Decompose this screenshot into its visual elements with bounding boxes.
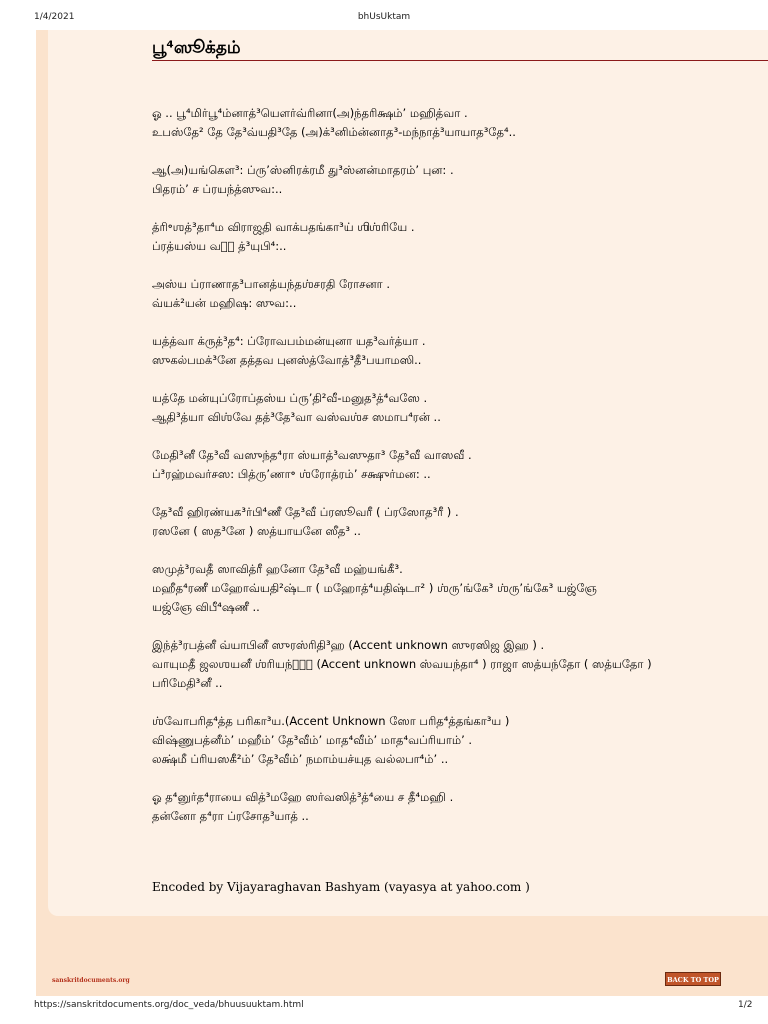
verse-line: தே³வீ ஹிரண்யக³ர்பி⁴ணீ தே³வீ ப்ரஸூவரீ ( ப்ரஸோத³ரீ ) . bbox=[152, 505, 459, 519]
verse-line: லக்ஷ்மீ ப்ரியஸகீ²ம்’ தே³வீம்’ நமாம்யச்யுத வல்லபா⁴ம்’ .. bbox=[152, 752, 449, 766]
back-to-top-button[interactable]: BACK TO TOP bbox=[665, 972, 721, 986]
verse-12 bbox=[152, 788, 768, 826]
verse-line: யத்த்வா க்ருத்³த⁴꞉ ப்ரோவபம்மன்யுனா யத³வர்த்யா . bbox=[152, 334, 426, 348]
verse-line: ரஸனே ( ஸத³னே ) ஸத்யாயனே ஸீத³ .. bbox=[152, 524, 361, 538]
verse-line: ஆ(அ)யங்கௌ³: ப்ரு’ஸ்னிரக்ரமீ து³ஸ்னன்மாதரம்’ புன꞉ . bbox=[152, 163, 454, 177]
verse-line: ஶ்வோபரித⁴த்த பரிகா³ய.(Accent Unknown ஸோ பரித⁴த்தங்கா³ய ) bbox=[152, 714, 510, 728]
verse-8 bbox=[152, 503, 768, 541]
verse-line: ஸுகல்பமக்³னே தத்தவ புனஸ்த்வோத்³தீ³பயாமஸி.. bbox=[152, 353, 422, 367]
page-number: 1/2 bbox=[738, 1000, 753, 1010]
site-link[interactable]: sanskritdocuments.org bbox=[52, 977, 130, 984]
verse-line: யத்தே மன்யுப்ரோப்தஸ்ய ப்ரு’தி²வீ-மனுத³த்⁴வஸே . bbox=[152, 391, 428, 405]
verse-line: மேதி³னீ தே³வீ வஸுந்த⁴ரா ஸ்யாத்³வஸுதா³ தே³வீ வாஸவீ . bbox=[152, 448, 472, 462]
verse-line: பரிமேதி³னீ .. bbox=[152, 676, 223, 690]
verse-3 bbox=[152, 218, 768, 256]
title-divider bbox=[152, 60, 768, 61]
verse-line: யஜ்ஞே விபீ⁴ஷணீ .. bbox=[152, 600, 260, 614]
verse-line: விஷ்ணுபத்னீம்’ மஹீம்’ தே³வீம்’ மாத⁴வீம்’ மாத⁴வப்ரியாம்’ . bbox=[152, 733, 473, 747]
verse-line: ஆதி³த்யா விஶ்வே தத்³தே³வா வஸ்வஶ்ச ஸமாப⁴ரன் .. bbox=[152, 410, 441, 424]
print-date: 1/4/2021 bbox=[34, 12, 75, 22]
verse-line: அஸ்ய ப்ராணாத³பானத்யந்தஶ்சரதி ரோசனா . bbox=[152, 277, 390, 291]
verse-line: ஓ .. பூ⁴மிர்பூ⁴ம்னாத்³யௌர்வ்ரினா(அ)ந்தரிக்ஷம்’ மஹித்வா . bbox=[152, 106, 468, 120]
verse-5 bbox=[152, 332, 768, 370]
verse-line: உபஸ்தே² தே தே³வ்யதி³தே (அ)க்³னிம்ன்னாத³-மந்நாத்³யாயாத³தே⁴.. bbox=[152, 125, 516, 139]
verse-line: ஸமுத்³ரவதீ ஸாவித்ரீ ஹனோ தே³வீ மஹ்யங்கீ³. bbox=[152, 562, 403, 576]
verse-10 bbox=[152, 636, 768, 693]
verse-2 bbox=[152, 161, 768, 199]
encoder-credit: Encoded by Vijayaraghavan Bashyam (vayasya at yahoo.com ) bbox=[152, 880, 530, 894]
print-footer bbox=[0, 997, 768, 1024]
verse-11 bbox=[152, 712, 768, 769]
verse-line: மஹீத⁴ரணீ மஹோவ்யதி²ஷ்டா ( மஹோத்⁴யதிஷ்டா² ) ஶ்ரு’ங்கே³ ஶ்ரு’ங்கே³ யஜ்ஞே bbox=[152, 581, 597, 595]
verse-6 bbox=[152, 389, 768, 427]
verse-line: பிதரம்’ ச ப்ரயந்த்ஸுவ꞉.. bbox=[152, 182, 283, 196]
verse-1 bbox=[152, 104, 768, 142]
verse-line: த்ரி॰ஶத்³தா⁴ம விராஜதி வாக்பதங்கா³ய் ஶிஶ்ரியே . bbox=[152, 220, 415, 234]
print-url: https://sanskritdocuments.org/doc_veda/bhuusuuktam.html bbox=[34, 1000, 304, 1010]
verse-line: வ்யக்²யன் மஹிஷ꞉ ஸுவ꞉.. bbox=[152, 296, 297, 310]
verse-4 bbox=[152, 275, 768, 313]
print-header bbox=[0, 0, 768, 30]
verse-line: வாயுமதீ ஜலஶயனீ ஶ்ரியந்தா॒ (Accent unknown ஸ்வயந்தா⁴ ) ராஜா ஸத்யந்தோ ( ஸத்யதோ ) bbox=[152, 657, 652, 671]
verse-line: இந்த்³ரபத்னீ வ்யாபினீ ஸுரஸ்ரிதி³ஹ (Accent unknown ஸுரஸிஜ இஹ ) . bbox=[152, 638, 545, 652]
verse-line: ப்ரத்யஸ்ய வஹ॒ த்³யுபி⁴꞉.. bbox=[152, 239, 287, 253]
verse-line: தன்னோ த⁴ரா ப்ரசோத³யாத் .. bbox=[152, 809, 309, 823]
page-title: பூ⁴ஸூக்தம் bbox=[152, 38, 241, 58]
verse-7 bbox=[152, 446, 768, 484]
verse-list bbox=[152, 104, 768, 845]
verse-line: ஓ த⁴னுர்த⁴ராயை வித்³மஹே ஸர்வஸித்³த்⁴யை ச தீ⁴மஹி . bbox=[152, 790, 454, 804]
verse-line: ப்³ரஹ்மவர்சஸ꞉ பித்ரு’ணா॰ ஶ்ரோத்ரம்’ சக்ஷுர்மன꞉ .. bbox=[152, 467, 431, 481]
print-title: bhUsUktam bbox=[357, 12, 411, 22]
verse-9 bbox=[152, 560, 768, 617]
